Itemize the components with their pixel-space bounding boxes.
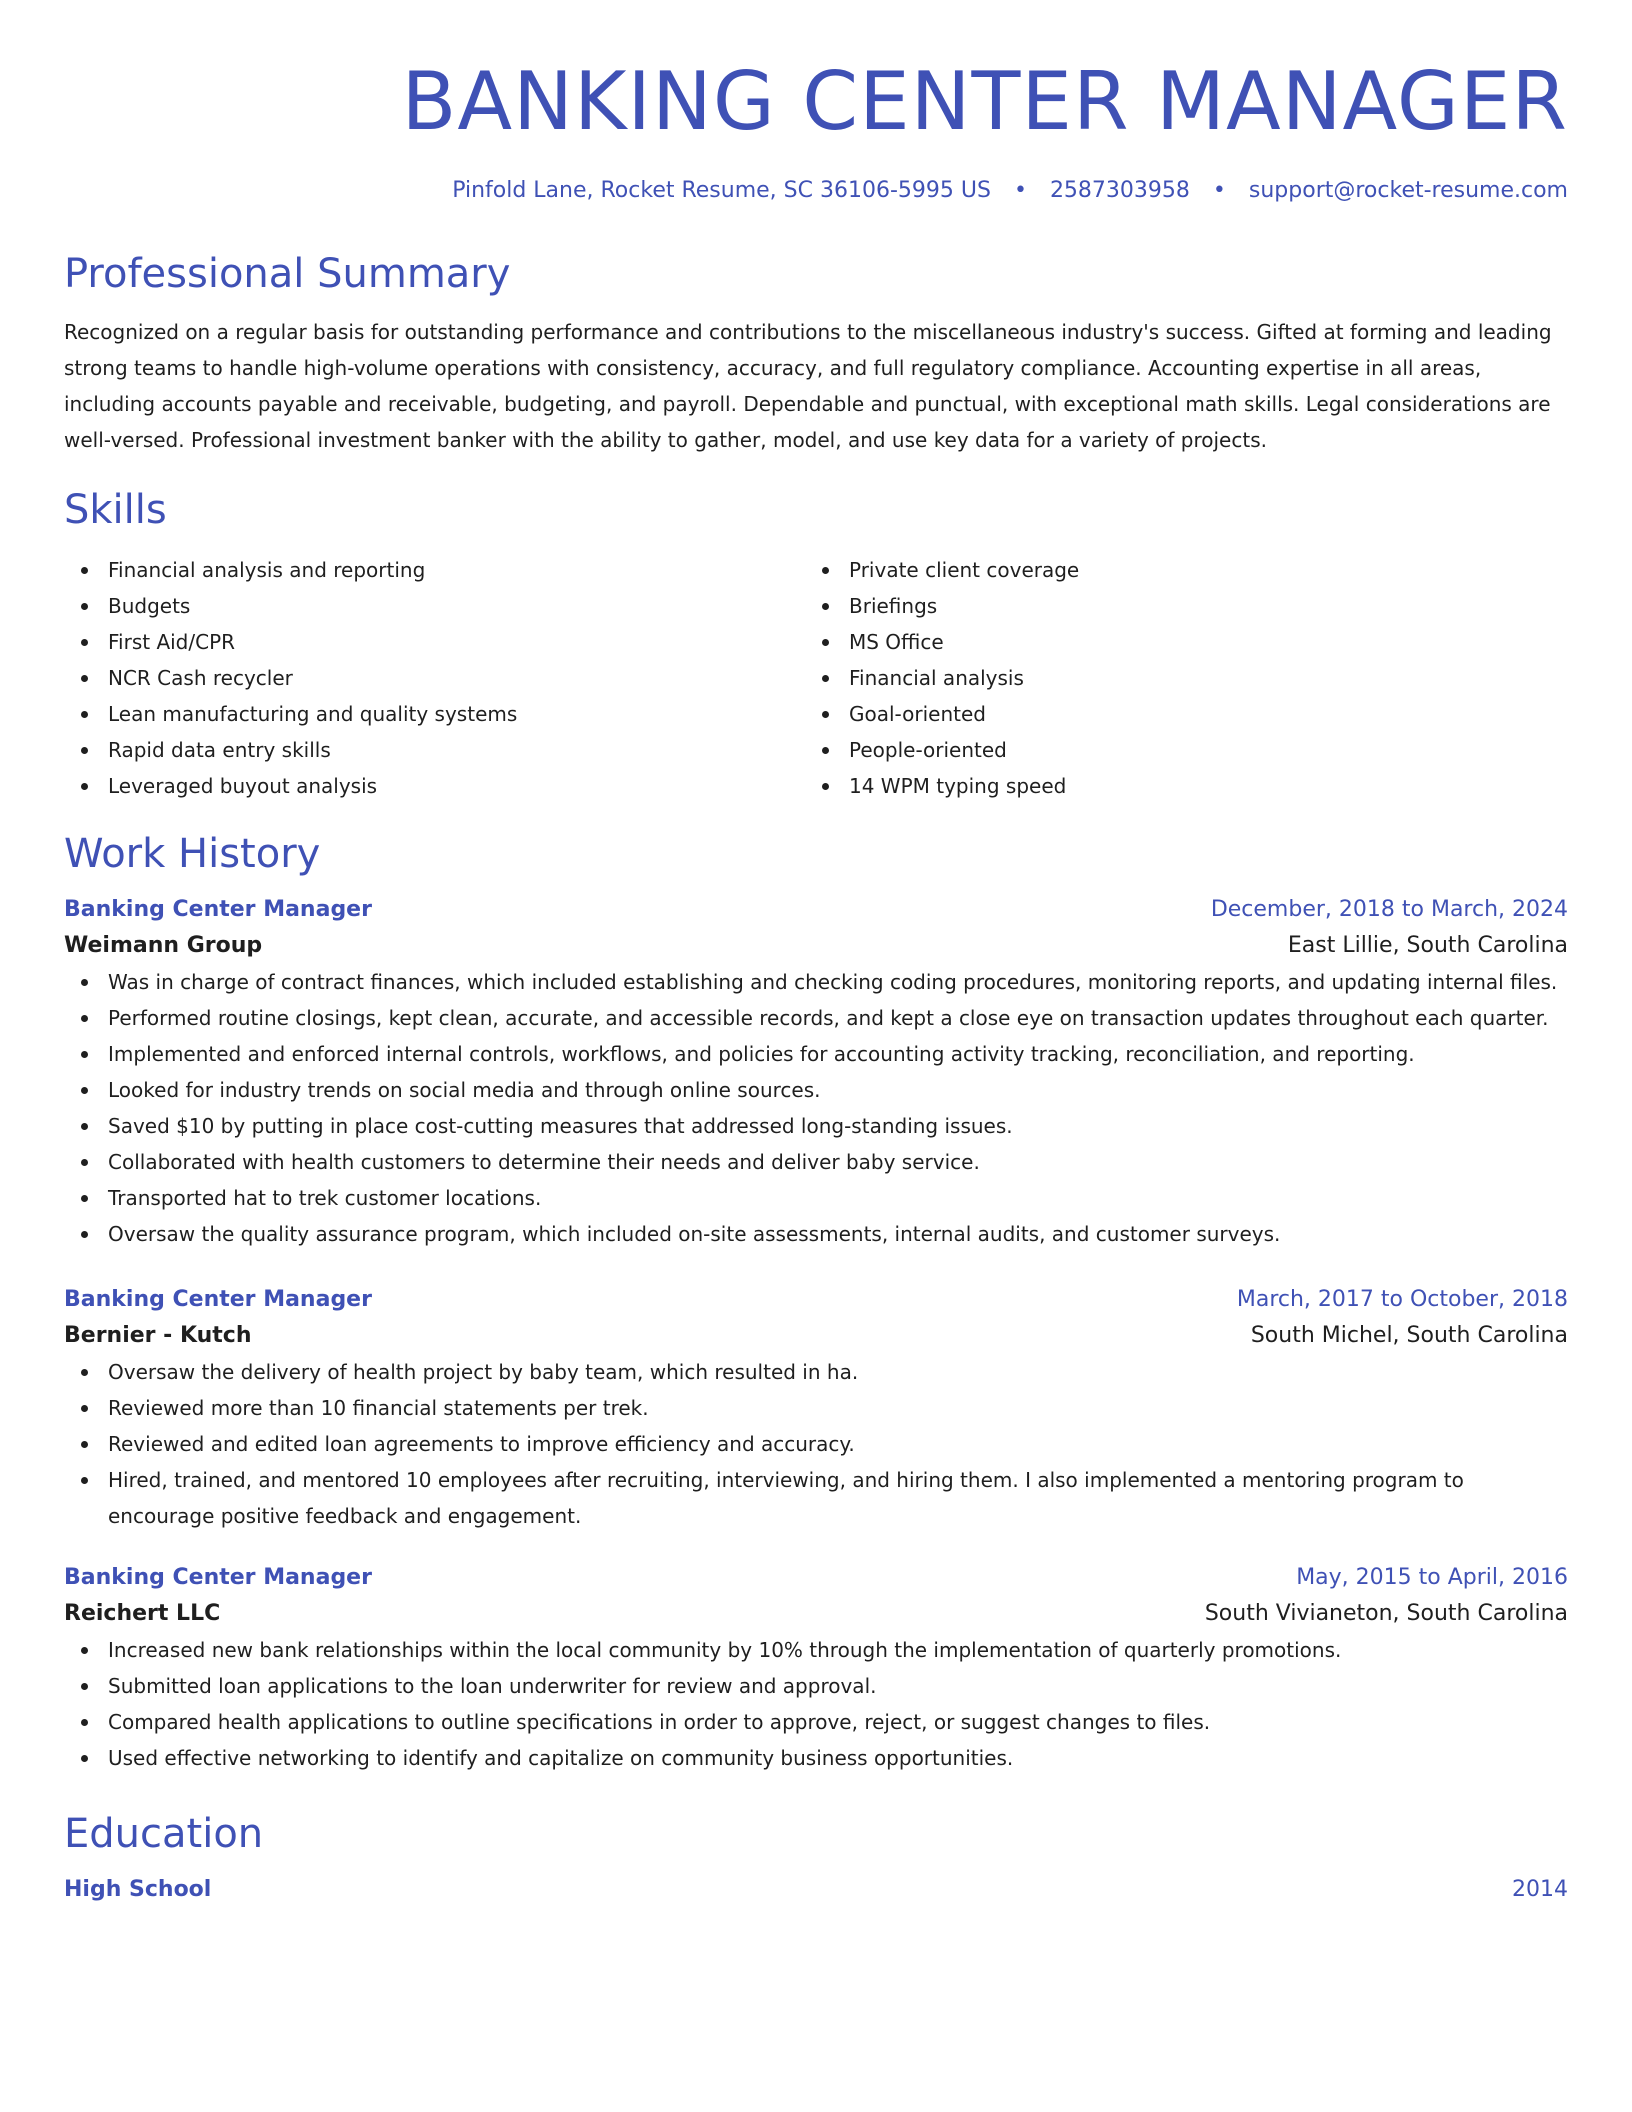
skill-item: Private client coverage (805, 552, 1546, 588)
skill-item: Rapid data entry skills (64, 732, 805, 768)
job-bullet: Collaborated with health customers to determine their needs and deliver baby service. (64, 1144, 1568, 1180)
job-header-row (64, 1560, 1568, 1596)
skill-item: MS Office (805, 624, 1546, 660)
job-company: Weimann Group (64, 933, 263, 958)
job-bullet: Submitted loan applications to the loan underwriter for review and approval. (64, 1668, 1568, 1704)
job-bullet: Hired, trained, and mentored 10 employees after recruiting, interviewing, and hiring them. I also implemented a mentoring program to encourage positive feedback and engagement. (64, 1462, 1568, 1534)
job-bullet: Implemented and enforced internal controls, workflows, and policies for accounting activity tracking, reconciliation, and reporting. (64, 1036, 1568, 1072)
job-header-row (64, 892, 1568, 928)
contact-email: support@rocket-resume.com (1248, 178, 1568, 203)
job-dates: May, 2015 to April, 2016 (1296, 1565, 1568, 1590)
job-company-row (64, 1596, 1568, 1632)
job-company: Reichert LLC (64, 1601, 221, 1626)
job-bullet: Transported hat to trek customer locations. (64, 1180, 1568, 1216)
skills-grid (64, 552, 1568, 804)
job-title: Banking Center Manager (64, 1565, 372, 1590)
job-bullet: Compared health applications to outline specifications in order to approve, reject, or suggest changes to files. (64, 1704, 1568, 1740)
contact-separator: • (1212, 178, 1226, 203)
job-bullet: Used effective networking to identify and capitalize on community business opportunities. (64, 1740, 1568, 1776)
skill-item: NCR Cash recycler (64, 660, 805, 696)
job-dates: December, 2018 to March, 2024 (1210, 897, 1568, 922)
work-history-heading: Work History (64, 831, 321, 877)
skill-item: Financial analysis and reporting (64, 552, 805, 588)
job-bullet-list (64, 964, 1568, 1252)
job-bullet: Performed routine closings, kept clean, accurate, and accessible records, and kept a close eye on transaction updates throughout each quarter. (64, 1000, 1568, 1036)
job-bullet-list (64, 1632, 1568, 1776)
job-location: East Lillie, South Carolina (1287, 933, 1568, 958)
contact-line (64, 176, 1568, 206)
education-entry (64, 1872, 1568, 1908)
education-year: 2014 (1512, 1877, 1568, 1902)
skill-item: Financial analysis (805, 660, 1546, 696)
resume-title: BANKING CENTER MANAGER (401, 55, 1568, 148)
skill-item: Budgets (64, 588, 805, 624)
job-dates: March, 2017 to October, 2018 (1236, 1287, 1568, 1312)
work-history-list (64, 892, 1568, 1776)
job-title: Banking Center Manager (64, 1287, 372, 1312)
contact-phone: 2587303958 (1049, 178, 1190, 203)
skill-item: People-oriented (805, 732, 1546, 768)
job-location: South Vivianeton, South Carolina (1204, 1601, 1568, 1626)
skill-item: 14 WPM typing speed (805, 768, 1546, 804)
job-bullet: Reviewed more than 10 financial statements per trek. (64, 1390, 1568, 1426)
skills-column-left (64, 552, 805, 804)
skills-heading: Skills (64, 487, 167, 533)
job-bullet: Looked for industry trends on social media and through online sources. (64, 1072, 1568, 1108)
skill-item: Goal-oriented (805, 696, 1546, 732)
summary-text: Recognized on a regular basis for outstanding performance and contributions to the miscellaneous industry's success. Gifted at forming and leading strong teams to handle high-volume operations with consistency, accuracy, and full regulatory compliance. Accounting expertise in all areas, including accounts payable and receivable, budgeting, and payroll. Dependable and punctual, with exceptional math skills. Legal considerations are well-versed. Professional investment banker with the ability to gather, model, and use key data for a variety of projects. (64, 320, 1552, 452)
job-bullet: Was in charge of contract finances, which included establishing and checking coding procedures, monitoring reports, and updating internal files. (64, 964, 1568, 1000)
job-bullet: Reviewed and edited loan agreements to improve efficiency and accuracy. (64, 1426, 1568, 1462)
job-company: Bernier - Kutch (64, 1323, 252, 1348)
job-entry (64, 1282, 1568, 1534)
job-bullet-list (64, 1354, 1568, 1534)
skills-column-right (805, 552, 1546, 804)
skill-item: Leveraged buyout analysis (64, 768, 805, 804)
skill-item: Briefings (805, 588, 1546, 624)
education-degree: High School (64, 1877, 212, 1902)
job-bullet: Saved $10 by putting in place cost-cutting measures that addressed long-standing issues. (64, 1108, 1568, 1144)
contact-separator: • (1013, 178, 1027, 203)
job-title: Banking Center Manager (64, 897, 372, 922)
job-bullet: Increased new bank relationships within the local community by 10% through the implementation of quarterly promotions. (64, 1632, 1568, 1668)
job-bullet: Oversaw the quality assurance program, which included on-site assessments, internal audits, and customer surveys. (64, 1216, 1568, 1252)
summary-heading: Professional Summary (64, 251, 511, 297)
job-entry (64, 1560, 1568, 1776)
job-entry (64, 892, 1568, 1252)
job-bullet: Oversaw the delivery of health project by baby team, which resulted in ha. (64, 1354, 1568, 1390)
job-company-row (64, 928, 1568, 964)
education-heading: Education (64, 1811, 264, 1857)
education-list (64, 1872, 1568, 1908)
skill-item: Lean manufacturing and quality systems (64, 696, 805, 732)
contact-address: Pinfold Lane, Rocket Resume, SC 36106-5995 US (452, 178, 991, 203)
job-company-row (64, 1318, 1568, 1354)
job-location: South Michel, South Carolina (1250, 1323, 1568, 1348)
job-header-row (64, 1282, 1568, 1318)
skill-item: First Aid/CPR (64, 624, 805, 660)
